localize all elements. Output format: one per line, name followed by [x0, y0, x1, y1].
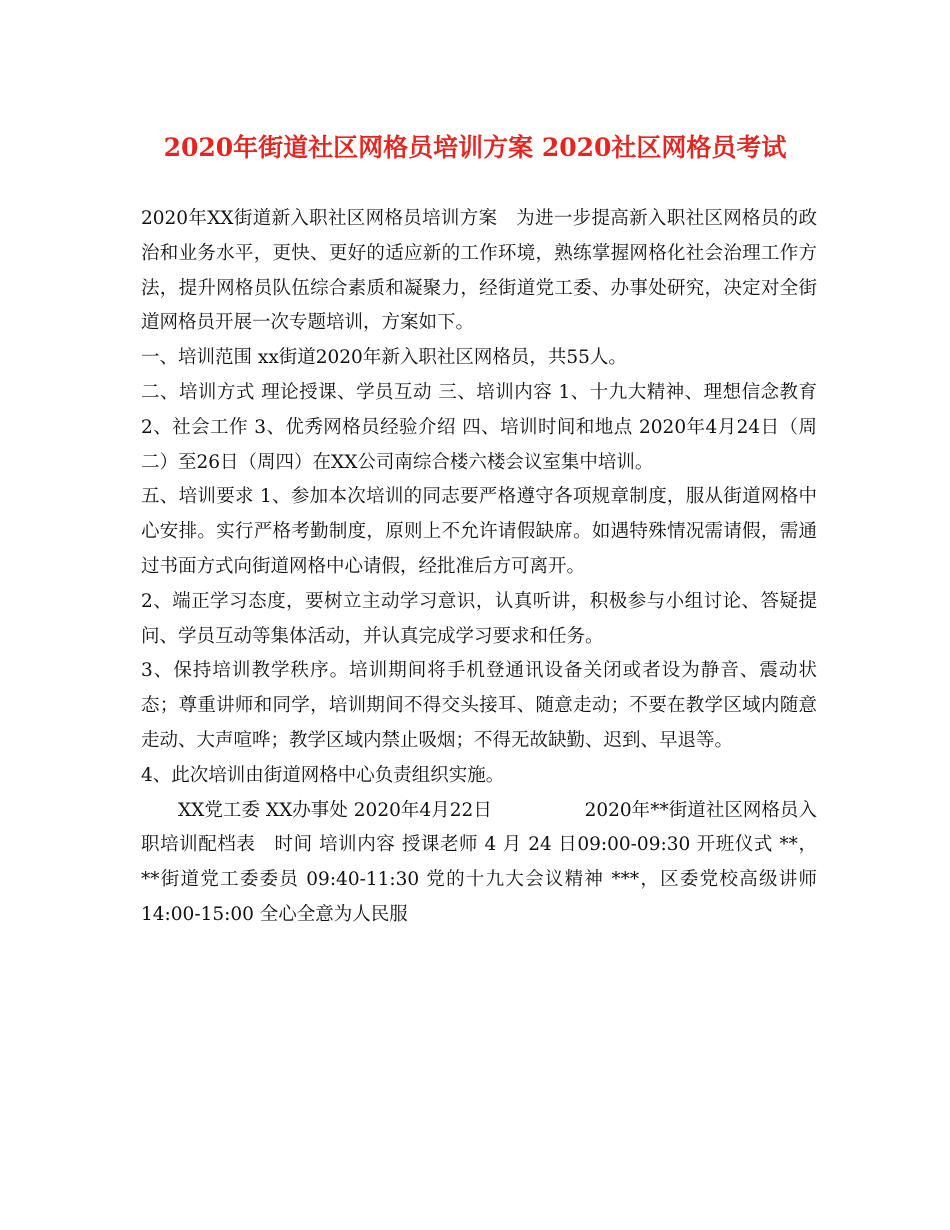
document-title: 2020年街道社区网格员培训方案 2020社区网格员考试	[163, 133, 787, 162]
paragraph-organization: 4、此次培训由街道网格中心负责组织实施。	[141, 764, 505, 786]
paragraph-scope: 一、培训范围 xx街道2020年新入职社区网格员，共55人。	[141, 347, 627, 369]
document-body	[141, 202, 817, 933]
paragraph-method-content-time: 二、培训方式 理论授课、学员互动 三、培训内容 1、十九大精神、理想信念教育 2、社会工作 3、优秀网格员经验介绍 四、培训时间和地点 2020年4月24日（周二）至26日（周四）在XX公司南综合楼六楼会议室集中培训。	[141, 381, 817, 473]
paragraph-attitude: 2、端正学习态度，要树立主动学习意识，认真听讲，积极参与小组讨论、答疑提问、学员互动等集体活动，并认真完成学习要求和任务。	[141, 590, 817, 647]
paragraph-requirements: 五、培训要求 1、参加本次培训的同志要严格遵守各项规章制度，服从街道网格中心安排。实行严格考勤制度，原则上不允许请假缺席。如遇特殊情况需请假，需通过书面方式向街道网格中心请假，经批准后方可离开。	[141, 486, 817, 577]
paragraph-order: 3、保持培训教学秩序。培训期间将手机登通讯设备关闭或者设为静音、震动状态；尊重讲师和同学，培训期间不得交头接耳、随意走动；不要在教学区域内随意走动、大声喧哗；教学区域内禁止吸烟；不得无故缺勤、迟到、早退等。	[141, 660, 817, 751]
paragraph-signature-schedule: XX党工委 XX办事处 2020年4月22日 2020年**街道社区网格员入职培训配档表 时间 培训内容 授课老师 4 月 24 日09:00-09:30 开班仪式 **，**街道党工委委员 09:40-11:30 党的十九大会议精神 ***，区委党校高级讲师 14:00-15:00 全心全意为人民服	[141, 799, 817, 925]
paragraph-intro: 2020年XX街道新入职社区网格员培训方案 为进一步提高新入职社区网格员的政治和业务水平，更快、更好的适应新的工作环境，熟练掌握网格化社会治理工作方法，提升网格员队伍综合素质和凝聚力，经街道党工委、办事处研究，决定对全街道网格员开展一次专题培训，方案如下。	[141, 208, 817, 334]
